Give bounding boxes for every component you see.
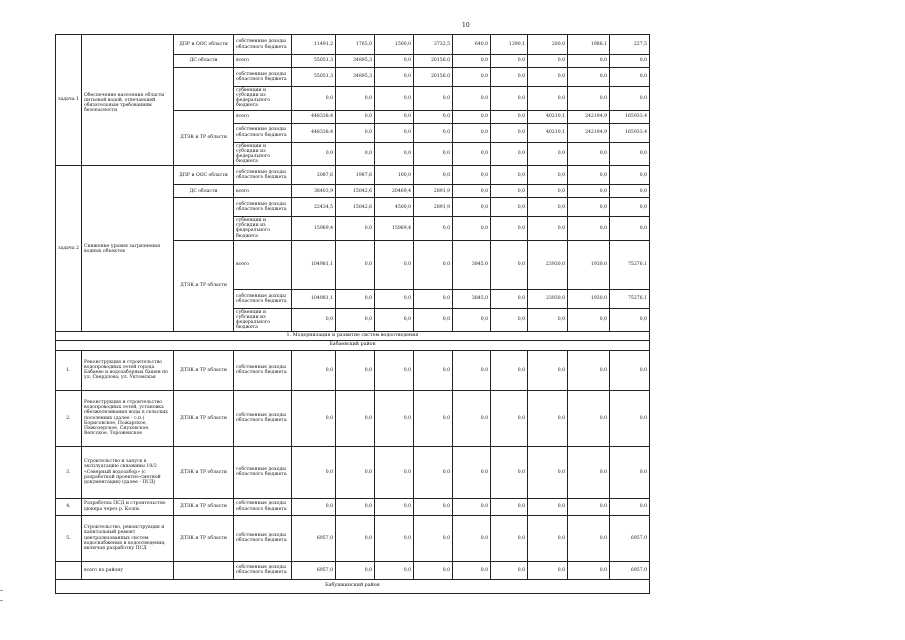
- item-description: Реконструкция и строительство водопроводных сетей города Бабаево и водозаборных башен по ул. Свердлова, ул. Уктомская: [82, 350, 174, 390]
- value-cell: 0,0: [375, 55, 414, 68]
- value-cell: 0,0: [414, 446, 453, 498]
- executor-cell: ДТЭК и ТР области: [174, 498, 234, 515]
- value-cell: 0,0: [336, 446, 375, 498]
- table-row: [56, 579, 650, 593]
- value-cell: 0,0: [375, 123, 414, 142]
- value-cell: 6957,0: [610, 561, 650, 579]
- value-cell: 0,0: [414, 110, 453, 123]
- item-description: Реконструкция и строительство водопроводных сетей, установка обезжелезивания воды в сельских поселениях (далее - с.п.) Борисовское, Пожарское, Пяжозерское, Сиуховское, Вепсское, Тороженское: [82, 390, 174, 446]
- value-cell: 0,0: [491, 166, 528, 185]
- value-cell: 0,0: [610, 446, 650, 498]
- value-cell: 0,0: [375, 289, 414, 308]
- value-cell: 20156,0: [414, 68, 453, 87]
- item-number: 4.: [56, 498, 82, 515]
- source-cell: всего: [234, 110, 292, 123]
- value-cell: 55051,3: [292, 68, 336, 87]
- value-cell: 0,0: [453, 390, 491, 446]
- source-cell: собственные доходы областного бюджета: [234, 123, 292, 142]
- value-cell: 104981,1: [292, 240, 336, 289]
- value-cell: 6957,0: [292, 561, 336, 579]
- item-number: [56, 561, 82, 579]
- value-cell: 0,0: [336, 350, 375, 390]
- value-cell: 0,0: [491, 185, 528, 198]
- value-cell: 75276,1: [610, 240, 650, 289]
- value-cell: 0,0: [453, 68, 491, 87]
- value-cell: 0,0: [610, 185, 650, 198]
- table-row: [56, 35, 650, 55]
- value-cell: 0,0: [610, 217, 650, 241]
- table-row: [56, 350, 650, 390]
- value-cell: 0,0: [568, 561, 610, 579]
- value-cell: 0,0: [491, 123, 528, 142]
- executor-cell: ДПР и ООС области: [174, 35, 234, 55]
- item-number: 5.: [56, 515, 82, 561]
- executor-cell: ДС области: [174, 185, 234, 198]
- source-cell: субвенции и субсидии из федерального бюджета: [234, 308, 292, 332]
- value-cell: 0,0: [292, 308, 336, 332]
- value-cell: 1930,0: [568, 240, 610, 289]
- executor-cell: [174, 561, 234, 579]
- value-cell: 0,0: [491, 87, 528, 111]
- source-cell: собственные доходы областного бюджета: [234, 68, 292, 87]
- value-cell: 0,0: [375, 142, 414, 166]
- value-cell: 0,0: [375, 308, 414, 332]
- value-cell: 0,0: [375, 68, 414, 87]
- executor-cell: ДТЭК и ТР области: [174, 350, 234, 390]
- source-cell: собственные доходы областного бюджета: [234, 498, 292, 515]
- item-number: 2.: [56, 390, 82, 446]
- margin-mark: [0, 600, 3, 601]
- value-cell: 0,0: [375, 110, 414, 123]
- value-cell: 0,0: [528, 198, 568, 217]
- item-description: Строительство, реконструкция и капитальный ремонт централизованных систем водоснабжения и водоотведения, включая разработку ПСД: [82, 515, 174, 561]
- executor-cell: ДТЭК и ТР области: [174, 446, 234, 498]
- page-number: 10: [462, 22, 470, 29]
- value-cell: 0,0: [528, 446, 568, 498]
- source-cell: собственные доходы областного бюджета: [234, 515, 292, 561]
- value-cell: 640,0: [453, 35, 491, 55]
- value-cell: 0,0: [491, 390, 528, 446]
- value-cell: 0,0: [453, 123, 491, 142]
- value-cell: 0,0: [375, 240, 414, 289]
- value-cell: 15042,6: [336, 185, 375, 198]
- value-cell: 4500,0: [375, 198, 414, 217]
- value-cell: 0,0: [610, 390, 650, 446]
- value-cell: 34895,3: [336, 55, 375, 68]
- value-cell: 0,0: [336, 289, 375, 308]
- value-cell: 242194,9: [568, 110, 610, 123]
- value-cell: 0,0: [568, 308, 610, 332]
- value-cell: 0,0: [528, 561, 568, 579]
- source-cell: субвенции и субсидии из федерального бюджета: [234, 87, 292, 111]
- value-cell: 0,0: [375, 561, 414, 579]
- value-cell: 0,0: [568, 217, 610, 241]
- value-cell: 55051,3: [292, 55, 336, 68]
- executor-cell: ДПР и ООС области: [174, 166, 234, 185]
- value-cell: 1390,1: [491, 35, 528, 55]
- value-cell: 0,0: [491, 350, 528, 390]
- source-cell: субвенции и субсидии из федерального бюджета: [234, 217, 292, 241]
- value-cell: 22434,5: [292, 198, 336, 217]
- value-cell: 0,0: [491, 498, 528, 515]
- value-cell: 0,0: [453, 110, 491, 123]
- value-cell: 0,0: [336, 390, 375, 446]
- value-cell: 0,0: [292, 350, 336, 390]
- source-cell: собственные доходы областного бюджета: [234, 446, 292, 498]
- value-cell: 0,0: [528, 55, 568, 68]
- value-cell: 0,0: [453, 498, 491, 515]
- item-number: 1.: [56, 350, 82, 390]
- executor-cell: [174, 198, 234, 241]
- value-cell: 0,0: [491, 55, 528, 68]
- value-cell: 0,0: [568, 142, 610, 166]
- value-cell: 34895,3: [336, 68, 375, 87]
- source-cell: собственные доходы областного бюджета: [234, 289, 292, 308]
- value-cell: 15042,6: [336, 198, 375, 217]
- executor-cell: ДТЭК и ТР области: [174, 240, 234, 332]
- value-cell: 0,0: [292, 87, 336, 111]
- margin-mark: [0, 590, 3, 591]
- source-cell: всего: [234, 240, 292, 289]
- source-cell: всего: [234, 185, 292, 198]
- table-row: [56, 498, 650, 515]
- value-cell: 20469,4: [375, 185, 414, 198]
- value-cell: 0,0: [491, 515, 528, 561]
- value-cell: 0,0: [414, 498, 453, 515]
- source-cell: всего: [234, 55, 292, 68]
- district-title: Бабушкинский район: [56, 579, 650, 593]
- value-cell: 2087,6: [292, 166, 336, 185]
- value-cell: 3845,0: [453, 240, 491, 289]
- value-cell: 11491,2: [292, 35, 336, 55]
- value-cell: 0,0: [375, 87, 414, 111]
- value-cell: 0,0: [528, 185, 568, 198]
- value-cell: 200,0: [528, 35, 568, 55]
- value-cell: 0,0: [414, 308, 453, 332]
- value-cell: 0,0: [568, 446, 610, 498]
- value-cell: 0,0: [491, 289, 528, 308]
- value-cell: 0,0: [375, 350, 414, 390]
- value-cell: 0,0: [491, 142, 528, 166]
- value-cell: 0,0: [414, 350, 453, 390]
- value-cell: 1987,6: [336, 166, 375, 185]
- value-cell: 0,0: [414, 289, 453, 308]
- source-cell: субвенции и субсидии из федерального бюджета: [234, 142, 292, 166]
- task-cell: [56, 35, 82, 166]
- table-row: [56, 446, 650, 498]
- value-cell: 0,0: [491, 110, 528, 123]
- value-cell: 0,0: [336, 240, 375, 289]
- value-cell: 448338,4: [292, 123, 336, 142]
- value-cell: 0,0: [568, 55, 610, 68]
- value-cell: 0,0: [453, 87, 491, 111]
- value-cell: 3845,0: [453, 289, 491, 308]
- value-cell: 0,0: [292, 390, 336, 446]
- value-cell: 165933,4: [610, 110, 650, 123]
- value-cell: 165933,4: [610, 123, 650, 142]
- table-body: [56, 35, 650, 594]
- executor-cell: [174, 68, 234, 111]
- value-cell: 0,0: [414, 166, 453, 185]
- value-cell: 0,0: [336, 217, 375, 241]
- executor-cell: ДТЭК и ТР области: [174, 515, 234, 561]
- value-cell: 0,0: [610, 350, 650, 390]
- value-cell: 2891,9: [414, 185, 453, 198]
- value-cell: 0,0: [453, 142, 491, 166]
- value-cell: 0,0: [336, 142, 375, 166]
- executor-cell: ДС области: [174, 55, 234, 68]
- value-cell: 0,0: [414, 240, 453, 289]
- value-cell: 0,0: [610, 308, 650, 332]
- value-cell: 0,0: [491, 446, 528, 498]
- value-cell: 0,0: [375, 498, 414, 515]
- value-cell: 0,0: [414, 515, 453, 561]
- task-description: Снижение уровня загрязнения водных объектов: [82, 166, 174, 332]
- source-cell: собственные доходы областного бюджета: [234, 198, 292, 217]
- value-cell: 0,0: [528, 390, 568, 446]
- value-cell: 0,0: [568, 390, 610, 446]
- value-cell: 1930,0: [568, 289, 610, 308]
- task-description: [82, 35, 174, 166]
- value-cell: 38403,9: [292, 185, 336, 198]
- value-cell: 0,0: [528, 142, 568, 166]
- value-cell: 0,0: [491, 308, 528, 332]
- value-cell: 15969,4: [292, 217, 336, 241]
- section-title: 1. Модернизация и развитие систем водоотведения: [56, 332, 650, 340]
- value-cell: 3732,5: [414, 35, 453, 55]
- value-cell: 0,0: [491, 68, 528, 87]
- value-cell: 0,0: [568, 498, 610, 515]
- value-cell: 0,0: [528, 515, 568, 561]
- value-cell: 0,0: [610, 198, 650, 217]
- value-cell: 0,0: [414, 561, 453, 579]
- source-cell: собственные доходы областного бюджета: [234, 35, 292, 55]
- source-cell: собственные доходы областного бюджета: [234, 350, 292, 390]
- value-cell: 0,0: [491, 217, 528, 241]
- value-cell: 0,0: [453, 561, 491, 579]
- value-cell: 0,0: [528, 166, 568, 185]
- value-cell: 0,0: [568, 185, 610, 198]
- value-cell: 0,0: [336, 561, 375, 579]
- value-cell: 0,0: [453, 198, 491, 217]
- value-cell: 0,0: [453, 308, 491, 332]
- value-cell: 0,0: [292, 498, 336, 515]
- value-cell: 0,0: [453, 350, 491, 390]
- item-description: Строительство и запуск в эксплуатацию скважины 10/2 «Северный водозабор» (с разработкой проектно-сметной документации) (далее - ПСД): [82, 446, 174, 498]
- source-cell: собственные доходы областного бюджета: [234, 390, 292, 446]
- value-cell: 0,0: [414, 87, 453, 111]
- value-cell: 0,0: [336, 308, 375, 332]
- value-cell: 0,0: [336, 87, 375, 111]
- value-cell: 0,0: [528, 87, 568, 111]
- value-cell: 0,0: [292, 446, 336, 498]
- table-row: [56, 332, 650, 340]
- table-row: [56, 166, 650, 185]
- value-cell: 0,0: [453, 515, 491, 561]
- table-row: [56, 561, 650, 579]
- value-cell: 0,0: [528, 68, 568, 87]
- value-cell: 0,0: [528, 350, 568, 390]
- value-cell: 0,0: [375, 515, 414, 561]
- value-cell: 23930,0: [528, 240, 568, 289]
- value-cell: 0,0: [414, 217, 453, 241]
- value-cell: 0,0: [414, 142, 453, 166]
- value-cell: 0,0: [414, 123, 453, 142]
- value-cell: 0,0: [453, 446, 491, 498]
- value-cell: 23930,0: [528, 289, 568, 308]
- value-cell: 0,0: [491, 561, 528, 579]
- executor-cell: ДТЭК и ТР области: [174, 390, 234, 446]
- table-row: [56, 340, 650, 350]
- value-cell: 104981,1: [292, 289, 336, 308]
- value-cell: 0,0: [453, 55, 491, 68]
- value-cell: 0,0: [292, 142, 336, 166]
- value-cell: 0,0: [568, 68, 610, 87]
- value-cell: 242194,9: [568, 123, 610, 142]
- value-cell: 0,0: [528, 498, 568, 515]
- value-cell: 0,0: [610, 87, 650, 111]
- value-cell: 0,0: [336, 498, 375, 515]
- value-cell: 0,0: [610, 498, 650, 515]
- district-title: Бабаевский район: [56, 340, 650, 350]
- value-cell: 0,0: [568, 198, 610, 217]
- value-cell: 0,0: [568, 515, 610, 561]
- value-cell: 100,0: [375, 166, 414, 185]
- source-cell: собственные доходы областного бюджета: [234, 561, 292, 579]
- value-cell: 0,0: [610, 55, 650, 68]
- value-cell: 1765,0: [336, 35, 375, 55]
- value-cell: 448338,4: [292, 110, 336, 123]
- value-cell: 40210,1: [528, 110, 568, 123]
- table-row: [56, 515, 650, 561]
- table-row: [56, 390, 650, 446]
- value-cell: 1500,0: [375, 35, 414, 55]
- value-cell: 40210,1: [528, 123, 568, 142]
- value-cell: 0,0: [610, 166, 650, 185]
- item-description: всего по району: [82, 561, 174, 579]
- value-cell: 6957,0: [610, 515, 650, 561]
- value-cell: 0,0: [610, 142, 650, 166]
- value-cell: 0,0: [453, 185, 491, 198]
- value-cell: 0,0: [568, 166, 610, 185]
- value-cell: 0,0: [568, 87, 610, 111]
- value-cell: 15969,4: [375, 217, 414, 241]
- task-label: задача 1: [58, 97, 79, 103]
- source-cell: собственные доходы областного бюджета: [234, 166, 292, 185]
- value-cell: 0,0: [375, 446, 414, 498]
- value-cell: 0,0: [375, 390, 414, 446]
- value-cell: 0,0: [453, 217, 491, 241]
- executor-cell: ДТЭК и ТР области: [174, 110, 234, 166]
- program-funding-table: [55, 34, 650, 594]
- value-cell: 0,0: [610, 68, 650, 87]
- value-cell: 2891,9: [414, 198, 453, 217]
- value-cell: 20156,0: [414, 55, 453, 68]
- value-cell: 6957,0: [292, 515, 336, 561]
- item-number: 3.: [56, 446, 82, 498]
- item-description: Разработка ПСД и строительство дюкера через р. Колпь: [82, 498, 174, 515]
- value-cell: 0,0: [491, 198, 528, 217]
- value-cell: 0,0: [491, 240, 528, 289]
- value-cell: 1986,1: [568, 35, 610, 55]
- value-cell: 0,0: [414, 390, 453, 446]
- value-cell: 0,0: [453, 166, 491, 185]
- value-cell: 227,5: [610, 35, 650, 55]
- value-cell: 0,0: [568, 350, 610, 390]
- value-cell: 0,0: [528, 217, 568, 241]
- task-description-text: Обеспечение населения области питьевой водой, отвечающей обязательным требованиям безопасности: [84, 92, 165, 114]
- value-cell: 0,0: [336, 110, 375, 123]
- value-cell: 0,0: [336, 515, 375, 561]
- value-cell: 0,0: [528, 308, 568, 332]
- value-cell: 75276,1: [610, 289, 650, 308]
- value-cell: 0,0: [336, 123, 375, 142]
- task-label: задача 2: [56, 166, 82, 332]
